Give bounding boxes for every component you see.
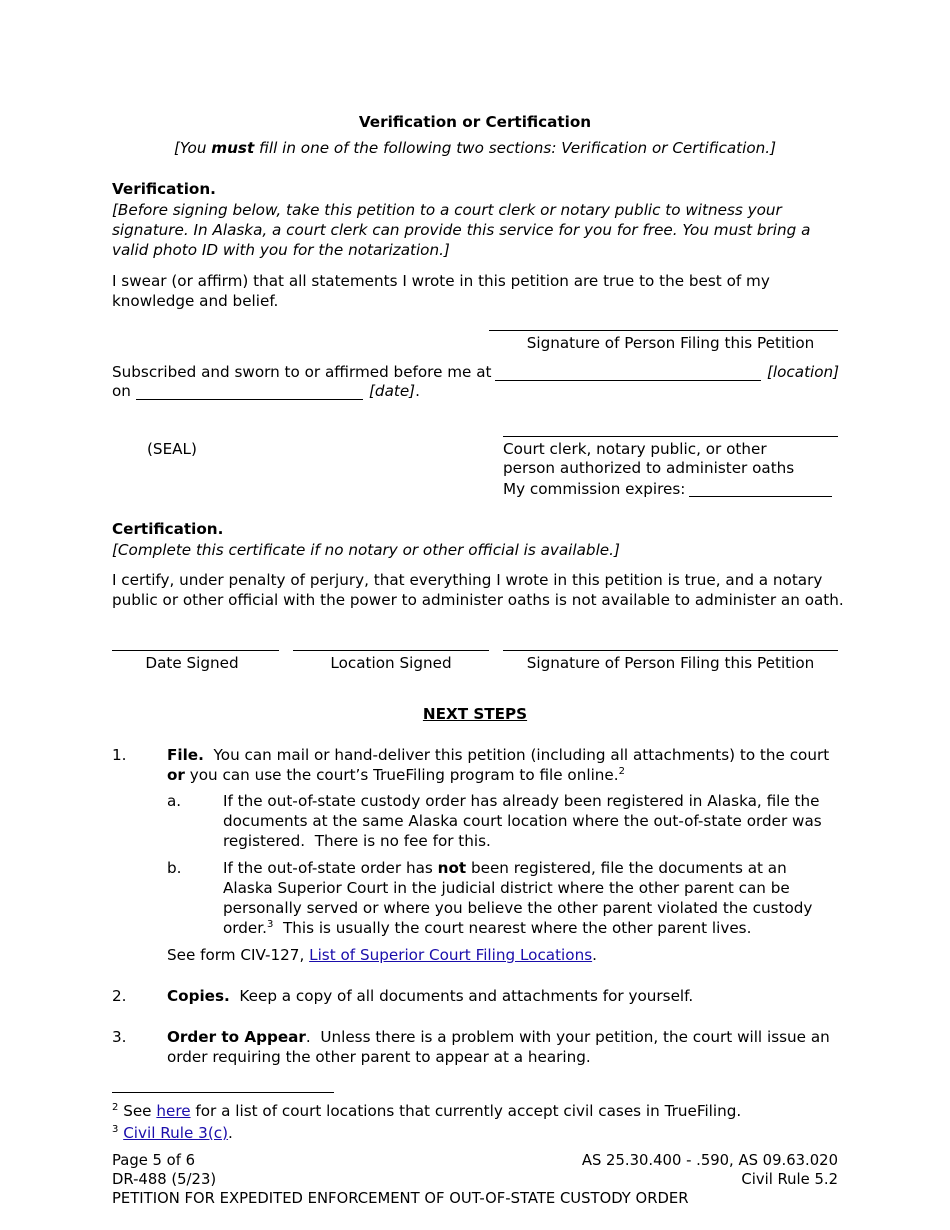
- footer-form-id: DR-488 (5/23): [112, 1171, 217, 1188]
- section-instruction: [You must fill in one of the following two sections: Verification or Certification.]: [174, 139, 776, 157]
- official-signature-line[interactable]: [503, 436, 838, 437]
- location-hint: [location]: [767, 363, 840, 381]
- certification-heading: Certification.: [112, 520, 224, 538]
- step-3-text: Order to Appear. Unless there is a problem with your petition, the court will issue an order requiring the other parent to appear at a hearing.: [167, 1028, 830, 1066]
- step-1-text: File. You can mail or hand-deliver this petition (including all attachments) to the court or you can use the court’s TrueFiling program to file online.$^2$: [167, 746, 830, 784]
- step-1-number: 1.: [112, 746, 127, 764]
- step-1b-letter: b.: [167, 859, 182, 877]
- location-field[interactable]: [495, 380, 761, 381]
- footer-page-number: Page 5 of 6: [112, 1152, 196, 1169]
- oath-statement: I swear (or affirm) that all statements I wrote in this petition are true to the best of my knowledge and belief.: [112, 272, 770, 310]
- section-title: Verification or Certification: [358, 113, 592, 131]
- step-1b-text: If the out-of-state order has not been registered, file the documents at an Alaska Superior Court in the judicial district where the other parent can be personally served or where you believe the other parent violated the custody order.$^3$ This is usually the court nearest where the other parent lives.: [223, 859, 813, 937]
- on-text: on: [112, 382, 131, 400]
- commission-label: My commission expires:: [503, 480, 686, 498]
- verification-heading: Verification.: [112, 180, 216, 198]
- certification-note: [Complete this certificate if no notary or other official is available.]: [112, 541, 620, 559]
- certification-signature-label: Signature of Person Filing this Petition: [526, 654, 815, 672]
- subscribed-text: Subscribed and sworn to or affirmed before me at: [112, 363, 492, 381]
- step-3-number: 3.: [112, 1028, 127, 1046]
- civil-rule-link[interactable]: Civil Rule 3(c): [123, 1124, 229, 1142]
- step-2-number: 2.: [112, 987, 127, 1005]
- step-2-text: Copies. Keep a copy of all documents and attachments for yourself.: [167, 987, 694, 1005]
- date-signed-line[interactable]: [112, 650, 279, 651]
- truefiling-locations-link[interactable]: here: [156, 1102, 191, 1120]
- date-field[interactable]: [136, 399, 363, 400]
- footer-form-title: PETITION FOR EXPEDITED ENFORCEMENT OF OUT-OF-STATE CUSTODY ORDER: [112, 1190, 689, 1207]
- footnote-2: $^2$ See here for a list of court locations that currently accept civil cases in TrueFiling.: [112, 1101, 742, 1120]
- petitioner-signature-label: Signature of Person Filing this Petition: [526, 334, 815, 352]
- footnote-separator: [112, 1092, 334, 1093]
- verification-note: [Before signing below, take this petition to a court clerk or notary public to witness your signature. In Alaska, a court clerk can provide this service for you for free. You must bring a valid photo ID with you for the notarization.]: [112, 201, 811, 259]
- petitioner-signature-line[interactable]: [489, 330, 838, 331]
- footer-right: [582, 1151, 838, 1189]
- official-label: Court clerk, notary public, or other person authorized to administer oaths: [503, 440, 795, 477]
- certification-statement: I certify, under penalty of perjury, that everything I wrote in this petition is true, and a notary public or other official with the power to administer oaths is not available to administer an oath.: [112, 571, 844, 609]
- filing-locations-link[interactable]: List of Superior Court Filing Locations: [309, 946, 593, 964]
- step-1a-text: If the out-of-state custody order has already been registered in Alaska, file the documents at the same Alaska court location where the out-of-state order was registered. There is no fee for this.: [223, 792, 822, 850]
- commission-expires-field[interactable]: [689, 496, 832, 497]
- next-steps-title: NEXT STEPS: [422, 705, 528, 723]
- date-signed-label: Date Signed: [145, 654, 239, 672]
- footer-statutes: AS 25.30.400 - .590, AS 09.63.020: [581, 1152, 838, 1169]
- date-hint: [date].: [369, 382, 420, 400]
- step-1a-letter: a.: [167, 792, 182, 810]
- see-form-text: See form CIV-127, List of Superior Court Filing Locations.: [167, 946, 597, 964]
- seal-label: (SEAL): [147, 440, 197, 458]
- location-signed-line[interactable]: [293, 650, 489, 651]
- footnote-3: $^3$ Civil Rule 3(c).: [112, 1123, 233, 1142]
- location-signed-label: Location Signed: [330, 654, 452, 672]
- footer-rule: Civil Rule 5.2: [741, 1171, 838, 1188]
- certification-signature-line[interactable]: [503, 650, 838, 651]
